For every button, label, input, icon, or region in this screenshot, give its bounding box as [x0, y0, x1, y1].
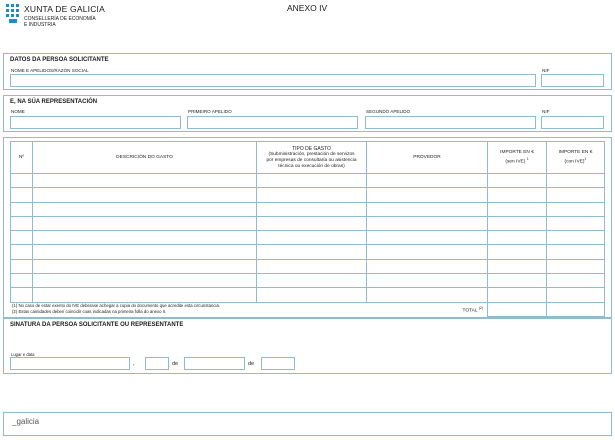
expenses-table	[10, 141, 605, 317]
col-type-desc-line3: técnica ou execución de obras)	[278, 163, 345, 169]
amount-no-vat-cell[interactable]	[488, 259, 547, 273]
description-cell[interactable]	[33, 231, 257, 245]
provider-cell[interactable]	[367, 245, 488, 259]
galicia-logo-text: galicia	[16, 417, 40, 426]
rep-name-field[interactable]	[10, 116, 181, 129]
place-date-label: Lugar e data	[11, 352, 35, 357]
amount-vat-cell[interactable]	[547, 245, 605, 259]
description-cell[interactable]	[33, 216, 257, 230]
type-cell[interactable]	[257, 274, 367, 288]
type-cell[interactable]	[257, 174, 367, 188]
expense-row	[11, 174, 605, 188]
footnote-1: (1) No caso de estar exento do IVE deberase achegar a copia do documento que acredite esta circunstancia.	[12, 303, 221, 308]
xunta-emblem-icon	[6, 4, 20, 24]
amount-vat-cell[interactable]	[547, 259, 605, 273]
provider-cell[interactable]	[367, 231, 488, 245]
footnote-1-marker: 1	[526, 156, 529, 161]
type-cell[interactable]	[257, 216, 367, 230]
provider-cell[interactable]	[367, 288, 488, 302]
galicia-logo	[12, 417, 39, 426]
amount-vat-cell[interactable]	[547, 288, 605, 302]
rep-name-label: NOME	[11, 109, 25, 114]
rep-first-surname-label: PRIMEIRO APELIDO	[188, 109, 232, 114]
col-type-title: TIPO DE GASTO	[292, 145, 331, 152]
description-cell[interactable]	[33, 288, 257, 302]
footnote-1-marker-vat: 1	[584, 156, 587, 161]
col-provider-header: PROVEDOR	[367, 142, 488, 174]
de-separator-2: de	[248, 361, 255, 367]
year-field[interactable]	[261, 357, 295, 370]
place-field[interactable]	[10, 357, 130, 370]
col-type-header	[257, 142, 367, 174]
num-cell[interactable]	[11, 231, 33, 245]
type-cell[interactable]	[257, 202, 367, 216]
total-no-vat-cell[interactable]	[488, 302, 547, 316]
col-type-desc-line2: por empresas de consultaría ou asistencia	[266, 157, 357, 163]
num-cell[interactable]	[11, 202, 33, 216]
amount-no-vat-cell[interactable]	[488, 202, 547, 216]
expense-row	[11, 288, 605, 302]
description-cell[interactable]	[33, 202, 257, 216]
month-field[interactable]	[184, 357, 245, 370]
place-comma: ,	[133, 361, 135, 367]
type-cell[interactable]	[257, 259, 367, 273]
total-vat-cell[interactable]	[547, 302, 605, 316]
footer-bar	[3, 412, 612, 436]
amount-vat-cell[interactable]	[547, 202, 605, 216]
amount-no-vat-cell[interactable]	[488, 245, 547, 259]
amount-no-vat-cell[interactable]	[488, 174, 547, 188]
rep-nif-field[interactable]	[541, 116, 604, 129]
type-cell[interactable]	[257, 245, 367, 259]
logo-title: XUNTA DE GALICIA	[24, 4, 105, 14]
amount-no-vat-cell[interactable]	[488, 288, 547, 302]
type-cell[interactable]	[257, 188, 367, 202]
col-amount-vat-header	[547, 142, 605, 174]
col-amount-vat-line2: (con IVE)	[564, 159, 585, 165]
galicia-logo-mark-icon: _	[12, 417, 17, 426]
num-cell[interactable]	[11, 245, 33, 259]
provider-cell[interactable]	[367, 188, 488, 202]
day-field[interactable]	[145, 357, 169, 370]
description-cell[interactable]	[33, 259, 257, 273]
de-separator-1: de	[172, 361, 179, 367]
applicant-nif-label: NIF	[542, 68, 550, 73]
logo-department-line1: CONSELLERÍA DE ECONOMÍA	[24, 16, 96, 22]
amount-no-vat-cell[interactable]	[488, 231, 547, 245]
applicant-name-field[interactable]	[10, 74, 536, 87]
rep-first-surname-field[interactable]	[187, 116, 358, 129]
num-cell[interactable]	[11, 288, 33, 302]
provider-cell[interactable]	[367, 216, 488, 230]
total-label: TOTAL $^{(2)}$	[367, 302, 488, 316]
col-amount-no-vat-line2: (sen IVE)	[505, 159, 526, 165]
description-cell[interactable]	[33, 174, 257, 188]
applicant-name-label: NOME E APELIDOS/RAZÓN SOCIAL	[11, 68, 89, 73]
expense-row	[11, 216, 605, 230]
col-amount-vat-line1: IMPORTE EN €	[558, 149, 593, 155]
expense-row	[11, 259, 605, 273]
amount-vat-cell[interactable]	[547, 174, 605, 188]
description-cell[interactable]	[33, 274, 257, 288]
num-cell[interactable]	[11, 274, 33, 288]
expense-row	[11, 231, 605, 245]
amount-vat-cell[interactable]	[547, 188, 605, 202]
amount-no-vat-cell[interactable]	[488, 216, 547, 230]
col-description-header: DESCRICIÓN DO GASTO	[33, 142, 257, 174]
description-cell[interactable]	[33, 188, 257, 202]
amount-no-vat-cell[interactable]	[488, 274, 547, 288]
footnote-2: (2) Estas cantidades deben coincidir coas indicadas na primeira folla do anexo II.	[12, 309, 167, 314]
rep-nif-label: NIF	[542, 109, 550, 114]
signature-title: SINATURA DA PERSOA SOLICITANTE OU REPRESENTANTE	[10, 322, 184, 328]
expense-row	[11, 188, 605, 202]
rep-second-surname-field[interactable]	[365, 116, 536, 129]
type-cell[interactable]	[257, 288, 367, 302]
type-cell[interactable]	[257, 231, 367, 245]
representative-title: E, NA SÚA REPRESENTACIÓN	[10, 99, 98, 105]
description-cell[interactable]	[33, 245, 257, 259]
num-cell[interactable]	[11, 259, 33, 273]
applicant-nif-field[interactable]	[541, 74, 604, 87]
provider-cell[interactable]	[367, 259, 488, 273]
provider-cell[interactable]	[367, 202, 488, 216]
col-amount-no-vat-header	[488, 142, 547, 174]
amount-vat-cell[interactable]	[547, 216, 605, 230]
annex-title: ANEXO IV	[287, 3, 328, 13]
expense-row	[11, 274, 605, 288]
xunta-logo	[6, 3, 146, 33]
rep-second-surname-label: SEGUNDO APELIDO	[366, 109, 411, 114]
amount-vat-cell[interactable]	[547, 274, 605, 288]
amount-no-vat-cell[interactable]	[488, 188, 547, 202]
expense-row	[11, 202, 605, 216]
col-amount-no-vat-line1: IMPORTE EN €	[500, 149, 534, 155]
expense-row	[11, 245, 605, 259]
col-type-desc-line1: (Subministración, prestación de servizos	[268, 151, 355, 157]
col-number-header: Nº	[11, 142, 33, 174]
num-cell[interactable]	[11, 188, 33, 202]
provider-cell[interactable]	[367, 174, 488, 188]
provider-cell[interactable]	[367, 274, 488, 288]
logo-department-line2: E INDUSTRIA	[24, 22, 56, 28]
expenses-header-row	[11, 142, 605, 174]
applicant-title: DATOS DA PERSOA SOLICITANTE	[10, 57, 109, 63]
amount-vat-cell[interactable]	[547, 231, 605, 245]
num-cell[interactable]	[11, 174, 33, 188]
num-cell[interactable]	[11, 216, 33, 230]
